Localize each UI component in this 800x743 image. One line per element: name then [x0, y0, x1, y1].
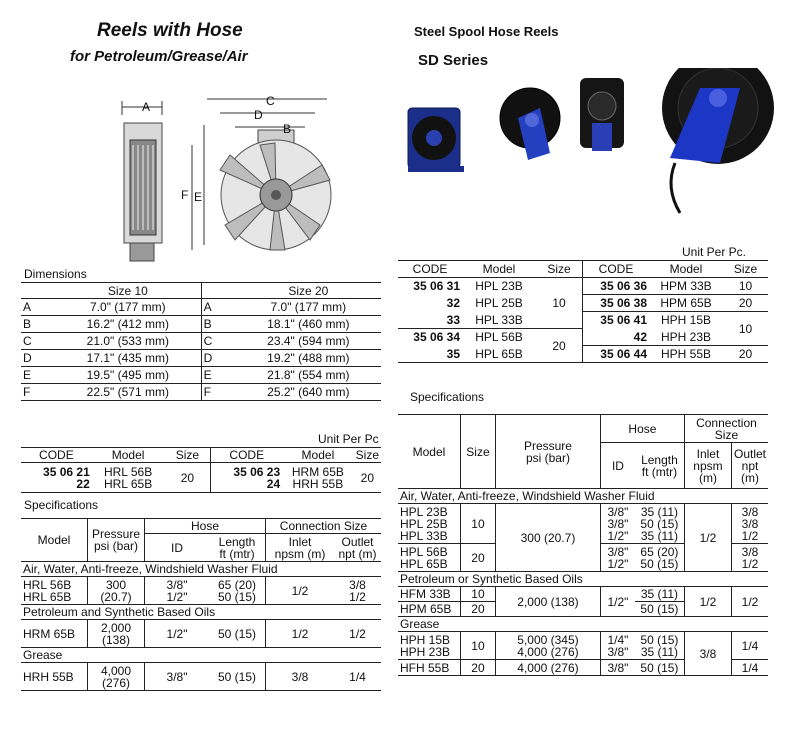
dimensions-table	[21, 282, 381, 401]
left-title: Reels with Hose	[97, 20, 243, 41]
dim-row: B 16.2" (412 mm) B 18.1" (460 mm)	[21, 316, 381, 333]
dim-row: E 19.5" (495 mm) E 21.8" (554 mm)	[21, 367, 381, 384]
dim-row: C 21.0" (533 mm) C 23.4" (594 mm)	[21, 333, 381, 350]
drawing-label-c: C	[266, 94, 275, 108]
right-codes-table: CODE Model Size CODE Model Size 35 06 31 HPL 23B 10 35 06 36 HPM 33B 10 32 HPL 25B 35 06 38 HPM 65B 20 33 HPL 33B 35 06 41 HPH 15B 10 35 06 34 HPL 56B 20 42 HPH 23B 35 HPL 65B 35 06 44 HPH 55B 20	[398, 260, 768, 363]
reel-dimension-drawing	[100, 85, 335, 270]
dim-row: F 22.5" (571 mm) F 25.2" (640 mm)	[21, 384, 381, 401]
hose-reel-photos	[400, 68, 792, 218]
drawing-label-e: E	[194, 190, 203, 204]
left-code-1: 35 06 21 22	[21, 463, 92, 493]
left-codes-table: CODE Model Size CODE Model Size 35 06 21 22 HRL 56B HRL 65B 20 35 06 23 24 HRM 65B HRH 55B 20	[21, 447, 381, 493]
left-specs-label: Specifications	[24, 498, 99, 512]
dim-row: A 7.0" (177 mm) A 7.0" (177 mm)	[21, 299, 381, 316]
dim-row: D 17.1" (435 mm) D 19.2" (488 mm)	[21, 350, 381, 367]
drawing-label-a: A	[142, 100, 151, 114]
drawing-label-b: B	[283, 122, 292, 136]
drawing-label-f: F	[181, 188, 189, 202]
left-code-2: 35 06 23 24	[211, 463, 282, 493]
right-specs-label: Specifications	[410, 390, 485, 404]
series-title: SD Series	[418, 52, 489, 69]
dim-header-size20: Size 20	[236, 283, 381, 299]
right-unit-label: Unit Per Pc.	[682, 245, 747, 259]
dimensions-label: Dimensions	[24, 267, 87, 281]
left-specs-table: Model Pressure psi (bar) Hose Connection Size ID Length ft (mtr) Inlet npsm (m) Outlet npt (m) Air, Water, Anti-freeze, Windshield Washer Fluid HRL 56B HRL 65B 300 (20.7) 3/8" 1/2" 65 (20) 50 (15) 1/2 3/8 1/2 Petroleum and Synthetic Based Oils HRM 65B 2,000 (138) 1/2" 50 (15) 1/2 1/2 Grease HRH 55B 4,000 (276) 3/8" 50 (15) 3/8 1/4	[21, 518, 381, 691]
left-subtitle: for Petroleum/Grease/Air	[70, 48, 248, 65]
right-specs-table: Model Size Pressure psi (bar) Hose Connection Size ID Length ft (mtr) Inlet npsm (m) Outlet npt (m) Air, Water, Anti-freeze, Windshield Washer Fluid HPL 23B HPL 25B HPL 33B 10 300 (20.7) 3/8" 3/8" 1/2" 35 (11) 50 (15) 35 (11) 1/2 3/8 3/8 1/2 HPL 56B HPL 65B 20 3/8" 1/2" 65 (20) 50 (15) 3/8 1/2 Petroleum or Synthetic Based Oils HFM 33B 10 2,000 (138) 1/2" 35 (11) 1/2 1/2 HPM 65B 20 50 (15) Grease HPH 15B HPH 23B 10 5,000 (345) 4,000 (276) 1/4" 3/8" 50 (15) 35 (11) 3/8 1/4 HFH 55B 20 4,000 (276) 3/8" 50 (15) 1/4	[400, 415, 766, 675]
dim-header-size10: Size 10	[55, 283, 201, 299]
drawing-label-d: D	[254, 108, 263, 122]
right-title: Steel Spool Hose Reels	[414, 24, 559, 39]
left-unit-label: Unit Per Pc	[318, 432, 379, 446]
